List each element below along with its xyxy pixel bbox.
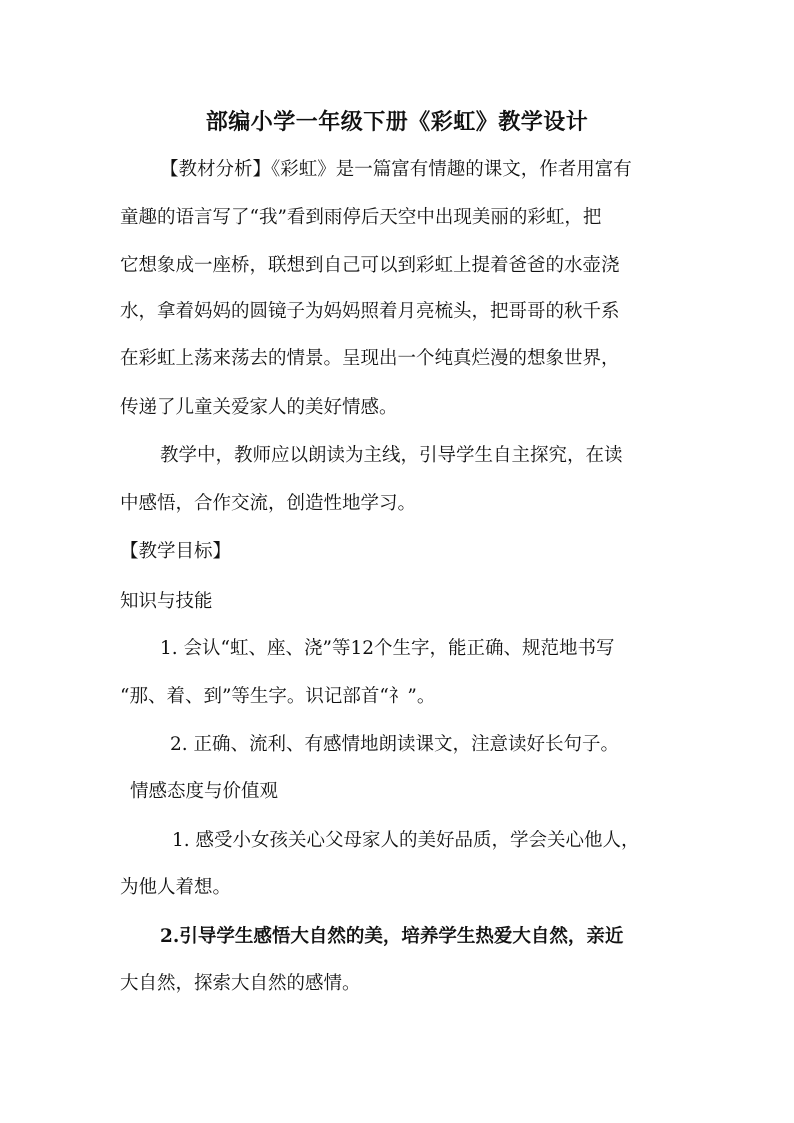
list-item: 2.引导学生感悟大自然的美，培养学生热爱大自然，亲近 <box>160 926 624 947</box>
section-heading: 【教学目标】 <box>120 541 232 562</box>
paragraph-line: 传递了儿童关爱家人的美好情感。 <box>120 397 398 418</box>
document-title: 部编小学一年级下册《彩虹》教学设计 <box>205 109 589 135</box>
subsection-heading: 知识与技能 <box>120 591 213 612</box>
paragraph-line: 中感悟，合作交流，创造性地学习。 <box>120 493 417 514</box>
paragraph-line: 童趣的语言写了“我”看到雨停后天空中出现美丽的彩虹，把 <box>120 207 602 228</box>
list-item: 1. 感受小女孩关心父母家人的美好品质，学会关心他人， <box>172 830 640 851</box>
paragraph-line: 它想象成一座桥，联想到自己可以到彩虹上提着爸爸的水壶浇 <box>120 255 620 276</box>
list-item-continued: 大自然，探索大自然的感情。 <box>120 973 361 994</box>
subsection-heading: 情感态度与价值观 <box>130 781 279 802</box>
paragraph-line: 在彩虹上荡来荡去的情景。呈现出一个纯真烂漫的想象世界， <box>120 348 620 369</box>
list-item-continued: 为他人着想。 <box>120 877 232 898</box>
list-item: 1. 会认“虹、座、浇”等12个生字，能正确、规范地书写 <box>160 638 615 659</box>
list-item-continued: “那、着、到”等生字。识记部首“礻”。 <box>120 686 436 707</box>
list-item: 2. 正确、流利、有感情地朗读课文，注意读好长句子。 <box>170 734 620 755</box>
paragraph-line: 水，拿着妈妈的圆镜子为妈妈照着月亮梳头，把哥哥的秋千系 <box>120 301 620 322</box>
paragraph-line: 教学中，教师应以朗读为主线，引导学生自主探究，在读 <box>160 445 623 466</box>
paragraph-line: 【教材分析】《彩虹》是一篇富有情趣的课文，作者用富有 <box>160 159 632 180</box>
